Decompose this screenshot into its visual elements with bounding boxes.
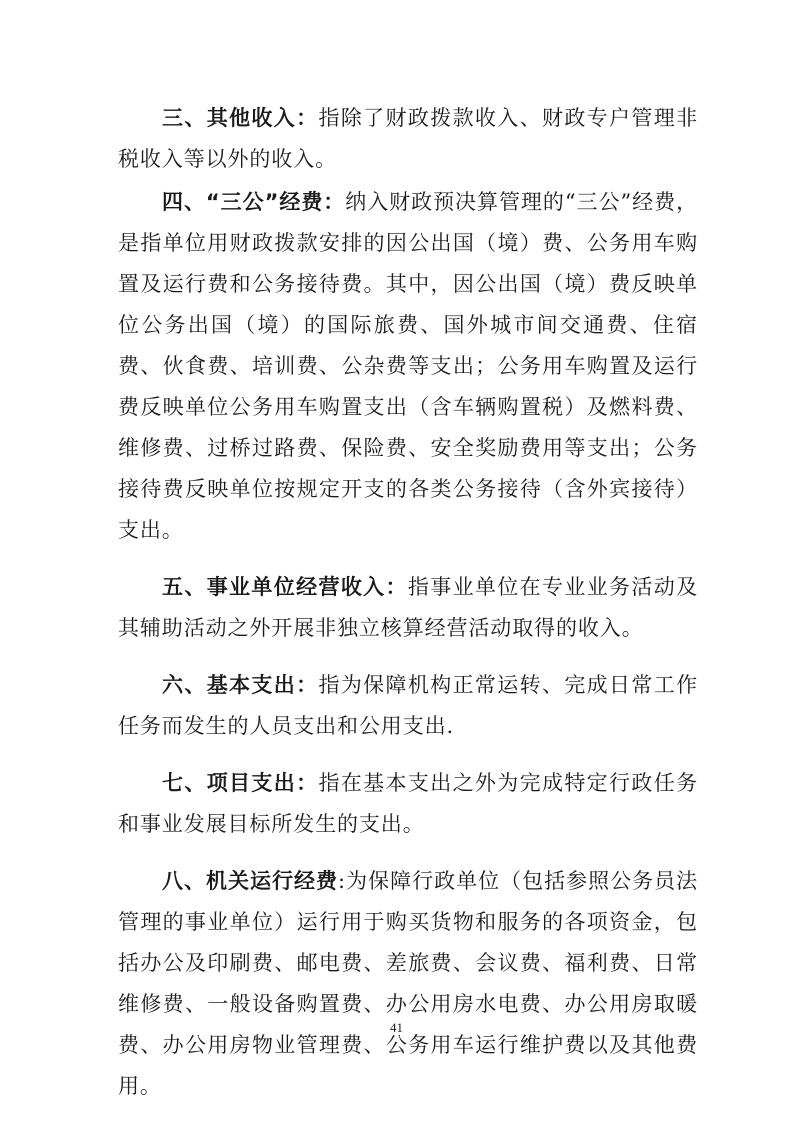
term-label: 八、机关运行经费 <box>162 869 339 893</box>
definition-text: 指事业单位在专业业务活动及其辅助活动之外开展非独立核算经营活动取得的收入。 <box>118 575 698 640</box>
definition-project-expenditure <box>118 763 698 845</box>
definition-text: 指除了财政拨款收入、财政专户管理非税收入等以外的收入。 <box>118 106 698 171</box>
definition-text: 纳入财政预决算管理的“三公”经费，是指单位用财政拨款安排的因公出国（境）费、公务用车购置及运行费和公务接待费。其中，因公出国（境）费反映单位公务出国（境）的国际旅费、国外城市间交通费、住宿费、伙食费、培训费、公杂费等支出；公务用车购置及运行费反映单位公务用车购置支出（含车辆购置税）及燃料费、维修费、过桥过路费、保险费、安全奖励费用等支出；公务接待费反映单位按规定开支的各类公务接待（含外宾接待）支出。 <box>118 190 698 542</box>
term-label: 五、事业单位经营收入： <box>162 575 408 599</box>
term-label: 四、“三公”经费： <box>162 190 346 214</box>
term-label: 六、基本支出： <box>162 673 319 697</box>
definition-text: 指在基本支出之外为完成特定行政任务和事业发展目标所发生的支出。 <box>118 771 698 836</box>
definition-three-public-expenses <box>118 182 698 551</box>
definition-agency-operating-funds <box>118 861 698 1107</box>
page-number: 41 <box>390 1020 403 1035</box>
document-page <box>118 98 698 1107</box>
definition-basic-expenditure <box>118 665 698 747</box>
definition-text: :为保障行政单位（包括参照公务员法管理的事业单位）运行用于购买货物和服务的各项资金，包括办公及印刷费、邮电费、差旅费、会议费、福利费、日常维修费、一般设备购置费、办公用房水电费、办公用房取暖费、办公用房物业管理费、公务用车运行维护费以及其他费用。 <box>118 869 699 1098</box>
definition-business-income <box>118 567 698 649</box>
definition-other-income <box>118 98 698 180</box>
term-label: 七、项目支出： <box>162 771 319 795</box>
term-label: 三、其他收入： <box>162 106 319 130</box>
definition-text: 指为保障机构正常运转、完成日常工作任务而发生的人员支出和公用支出. <box>118 673 698 738</box>
